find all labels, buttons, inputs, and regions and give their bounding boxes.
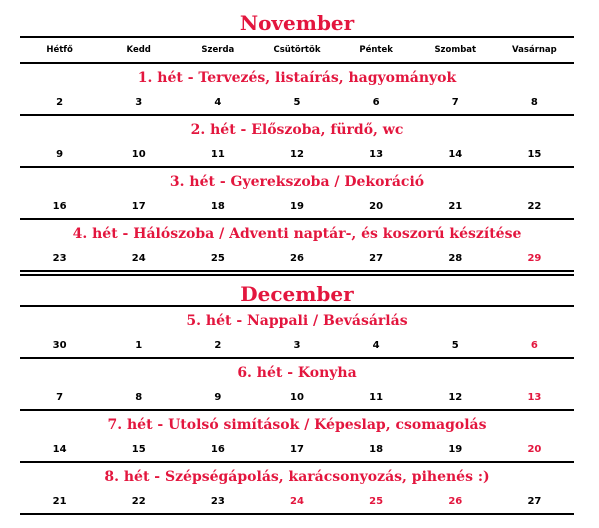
date-cell: 24	[131, 253, 146, 264]
date-cell: 4	[214, 97, 222, 108]
weekday-saturday: Szombat	[434, 45, 477, 55]
date-cell: 5	[451, 340, 459, 351]
weekday-sunday: Vasárnap	[512, 45, 557, 55]
date-cell: 29	[527, 253, 542, 264]
weekday-monday: Hétfő	[46, 45, 73, 55]
weekday-friday: Péntek	[359, 45, 393, 55]
date-cell: 18	[210, 201, 225, 212]
week-dates	[20, 143, 574, 168]
date-cell: 7	[56, 392, 64, 403]
date-cell: 22	[131, 496, 146, 507]
date-cell: 19	[290, 201, 304, 212]
week-dates	[20, 195, 574, 220]
date-cell: 24	[290, 496, 304, 507]
date-cell: 12	[448, 392, 463, 403]
date-cell: 11	[369, 392, 384, 403]
week-title: 8. hét - Szépségápolás, karácsonyozás, pihenés :)	[104, 469, 490, 485]
week-dates	[20, 386, 574, 411]
week-dates	[20, 490, 574, 515]
week-title: 3. hét - Gyerekszoba / Dekoráció	[169, 174, 425, 190]
date-cell: 14	[52, 444, 67, 455]
date-cell: 15	[527, 149, 542, 160]
advent-calendar	[20, 5, 574, 515]
date-cell: 7	[451, 97, 459, 108]
month-title-december: December	[20, 274, 574, 307]
date-cell: 20	[369, 201, 384, 212]
date-cell: 8	[135, 392, 143, 403]
date-cell: 23	[52, 253, 67, 264]
date-cell: 16	[52, 201, 67, 212]
date-cell: 5	[293, 97, 301, 108]
date-cell: 6	[530, 340, 538, 351]
week-dates	[20, 247, 574, 272]
weekday-header	[20, 38, 574, 64]
date-cell: 4	[372, 340, 380, 351]
date-cell: 19	[448, 444, 463, 455]
date-cell: 12	[290, 149, 304, 160]
date-cell: 25	[210, 253, 225, 264]
date-cell: 9	[56, 149, 64, 160]
week-dates	[20, 334, 574, 359]
date-cell: 3	[135, 97, 143, 108]
date-cell: 17	[290, 444, 304, 455]
date-cell: 20	[527, 444, 542, 455]
weekday-thursday: Csütörtök	[273, 45, 321, 55]
week-title: 4. hét - Hálószoba / Adventi naptár-, és koszorú készítése	[72, 226, 522, 242]
date-cell: 26	[290, 253, 304, 264]
date-cell: 21	[52, 496, 67, 507]
date-cell: 3	[293, 340, 301, 351]
month-title-november: November	[20, 5, 574, 38]
weekday-tuesday: Kedd	[126, 45, 151, 55]
date-cell: 25	[369, 496, 384, 507]
date-cell: 13	[369, 149, 384, 160]
date-cell: 10	[131, 149, 146, 160]
date-cell: 2	[214, 340, 222, 351]
date-cell: 28	[448, 253, 463, 264]
date-cell: 26	[448, 496, 463, 507]
date-cell: 2	[56, 97, 64, 108]
week-title: 5. hét - Nappali / Bevásárlás	[186, 313, 408, 329]
date-cell: 21	[448, 201, 463, 212]
date-cell: 22	[527, 201, 542, 212]
week-title: 1. hét - Tervezés, listaírás, hagyományok	[137, 70, 457, 86]
date-cell: 9	[214, 392, 222, 403]
date-cell: 30	[52, 340, 67, 351]
date-cell: 10	[290, 392, 304, 403]
date-cell: 13	[527, 392, 542, 403]
date-cell: 18	[369, 444, 384, 455]
date-cell: 16	[210, 444, 225, 455]
date-cell: 27	[369, 253, 384, 264]
date-cell: 17	[131, 201, 146, 212]
week-title: 7. hét - Utolsó simítások / Képeslap, csomagolás	[107, 417, 487, 433]
week-dates	[20, 91, 574, 116]
date-cell: 27	[527, 496, 542, 507]
week-title: 6. hét - Konyha	[237, 365, 357, 381]
date-cell: 11	[210, 149, 225, 160]
date-cell: 6	[372, 97, 380, 108]
week-dates	[20, 438, 574, 463]
date-cell: 23	[210, 496, 225, 507]
date-cell: 8	[530, 97, 538, 108]
date-cell: 15	[131, 444, 146, 455]
week-title: 2. hét - Előszoba, fürdő, wc	[190, 122, 404, 138]
date-cell: 14	[448, 149, 463, 160]
weekday-wednesday: Szerda	[201, 45, 235, 55]
date-cell: 1	[135, 340, 143, 351]
